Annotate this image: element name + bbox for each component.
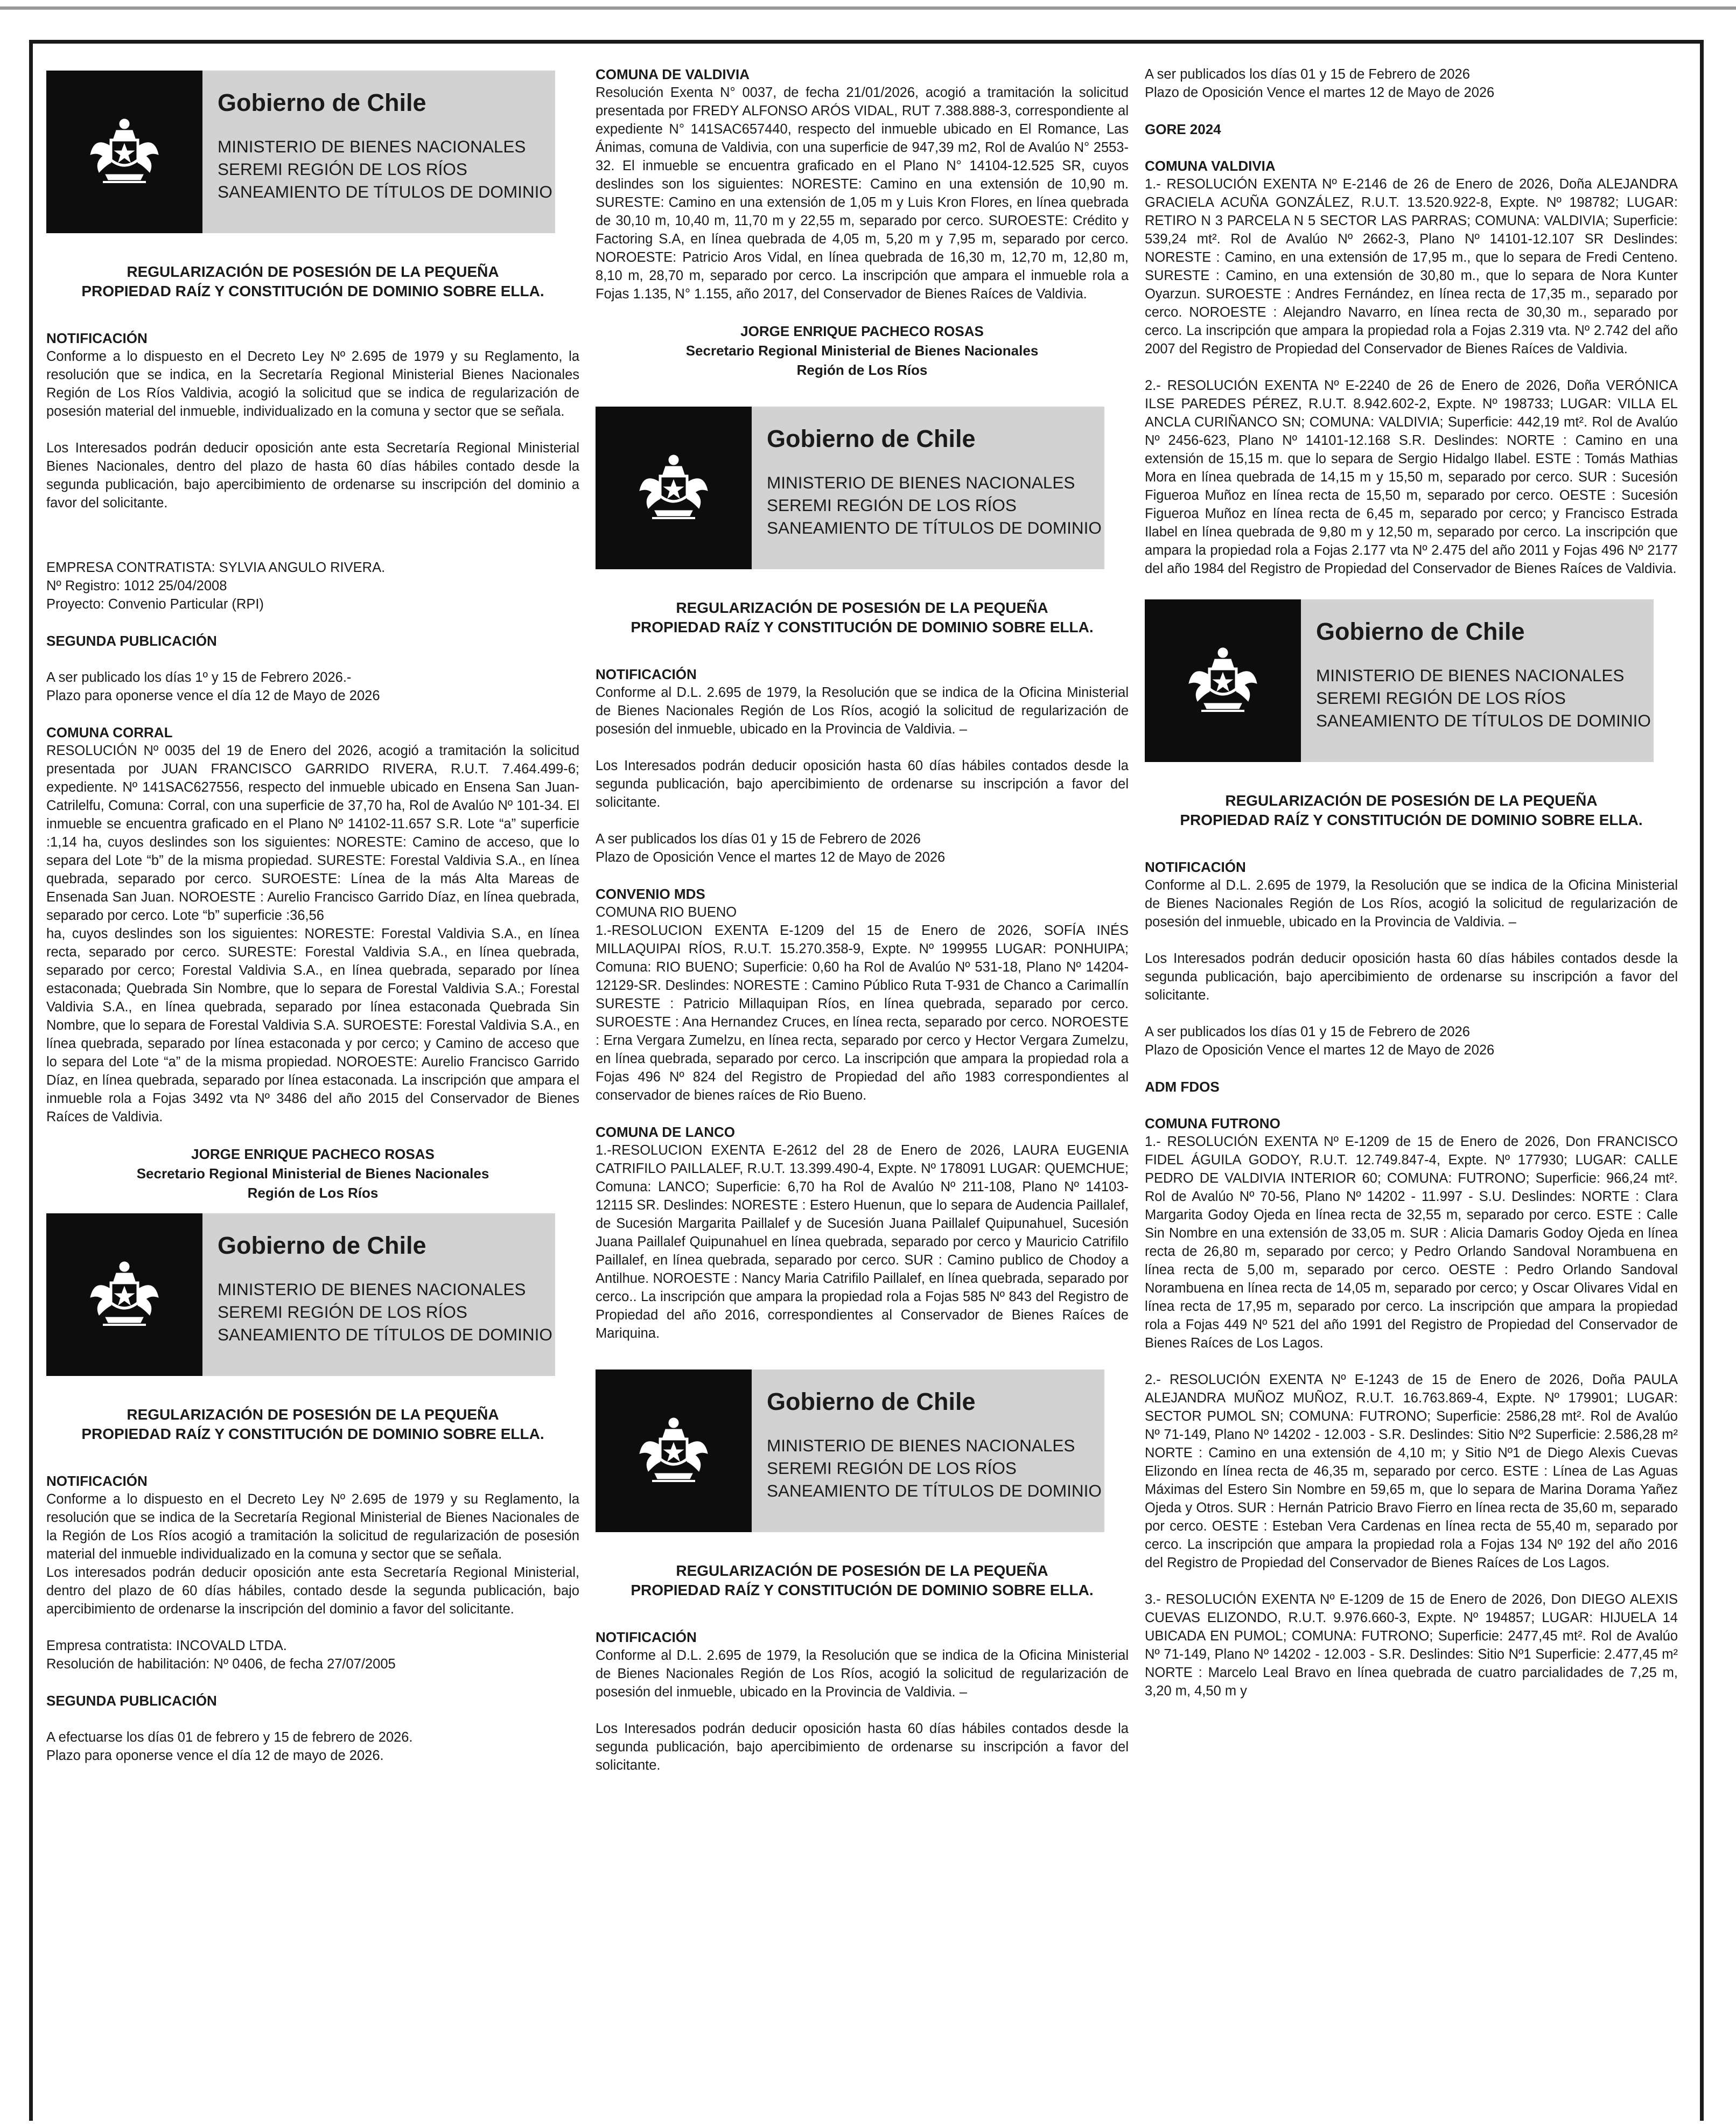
- rio-bueno-resolution: 1.-RESOLUCION EXENTA E-1209 del 15 de Enero de 2026, SOFÍA INÉS MILLAQUIPAI RÍOS, R.U.T. 15.270.358-9, Expte. Nº 199955 LUGAR: PONHUIPA; Comuna: RIO BUENO; Superficie: 0,60 ha Rol de Avalúo Nº 531-18, Plano Nº 14204-12129-SR. Deslindes: NORESTE : Camino Público Ruta T-931 de Chanco a Carimallín SURESTE : Patricio Millaquipan Ríos, en línea quebrada, separado por cerco. SUROESTE : Ana Hernandez Cruces, en línea recta, separado por cerco. NOROESTE : Erna Vergara Zumelzu, en línea recta, separado por cerco y Hector Vergara Zumelzu, en línea quebrada, separado por cerco. La inscripción que ampara la propiedad rola a Fojas 496 Nº 824 del Registro de Propiedad del año 1983 correspondientes al conservador de bienes raíces de Rio Bueno.: [596, 923, 1129, 1103]
- gov-title: Gobierno de Chile: [767, 1388, 976, 1415]
- futrono-resolution-2: 2.- RESOLUCIÓN EXENTA Nº E-1243 de 15 de Enero de 2026, Doña PAULA ALEJANDRA MUÑOZ MUÑOZ, R.U.T. 16.763.869-4, Expte. Nº 179901; LUGAR: SECTOR PUMOL SN; COMUNA: FUTRONO; Superficie: 2586,28 mt². Rol de Avalúo Nº 71-149, Plano Nº 14202 - 12.003 - S.R. Deslindes: Sitio Nº2 Superficie: 2.586,28 m² NORTE : Camino en una extensión de 4,10 m; y Sitio Nº1 de Diego Alexis Cuevas Elizondo en línea recta de 46,35 m, separado por cerco. ESTE : Línea de Las Aguas Máximas del Estero Sin Nombre en 59,65 m, que lo separa de Marina Dorama Yañez Ojeda y Otros. SUR : Hernán Patricio Bravo Fierro en línea recta de 35,60 m, separado por cerco. OESTE : Esteban Vera Cardenas en línea recta de 55,40 m, separado por cerco. La inscripción que ampara la propiedad rola a Fojas 134 Nº 192 del año 2016 del Registro de Propiedad del Conservador de Bienes Raíces de Los Lagos.: [1145, 1372, 1678, 1570]
- lanco-resolution: 1.-RESOLUCION EXENTA E-2612 del 28 de Enero de 2026, LAURA EUGENIA CATRIFILO PAILLALEF, R.U.T. 13.399.490-4, Expte. Nº 178091 LUGAR: QUEMCHUE; Comuna: LANCO; Superficie: 6,70 ha Rol de Avalúo Nº 211-108, Plano Nº 14103-12115 SR. Deslindes: NORESTE : Estero Huenun, que lo separa de Audencia Paillalef, de Sucesión Margarita Paillalef y de Sucesión Juana Paillalef Quipunahuel, Sucesión Juana Paillalef Quipunahuel en línea quebrada, separado por cerco y Mauricio Catrifilo Paillalef, en línea quebrada, separado por cerco. SUR : Camino publico de Chodoy a Antilhue. NOROESTE : Nancy Maria Catrifilo Paillalef, en línea quebrada, separado por cerco.. La inscripción que ampara la propiedad rola a Fojas 585 Nº 843 del Registro de Propiedad del año 2016, correspondientes al Conservador de Bienes Raíces de Mariquina.: [596, 1143, 1129, 1341]
- gov-header-text: [752, 1370, 1104, 1532]
- ministry-line: MINISTERIO DE BIENES NACIONALES: [1316, 666, 1625, 685]
- signature-title: Secretario Regional Ministerial de Bienes Nacionales: [685, 343, 1039, 359]
- futrono-resolution-3: 3.- RESOLUCIÓN EXENTA Nº E-1209 de 15 de Enero de 2026, Don DIEGO ALEXIS CUEVAS ELIZONDO, R.U.T. 9.976.660-3, Expte. Nº 194857; LUGAR: HIJUELA 14 UBICADA EN PUMOL; COMUNA: FUTRONO; Superficie: 2477,45 mt². Rol de Avalúo Nº 71-149, Plano Nº 14202 - 12.003 - S.R. Deslindes: Sitio Nº1 Superficie: 2.477,45 m² NORTE : Marcelo Leal Bravo en línea quebrada de cuatro parcialidades de 7,25 m, 3,20 m, 4,50 m y: [1145, 1592, 1678, 1699]
- regularization-title-line1: REGULARIZACIÓN DE POSESIÓN DE LA PEQUEÑA: [676, 1562, 1048, 1579]
- signature-name: JORGE ENRIQUE PACHECO ROSAS: [740, 323, 984, 339]
- comuna-lanco-heading: COMUNA DE LANCO: [596, 1124, 736, 1140]
- seremi-line: SEREMI REGIÓN DE LOS RÍOS: [767, 1458, 1017, 1478]
- regularization-title-line1: REGULARIZACIÓN DE POSESIÓN DE LA PEQUEÑA: [127, 263, 499, 280]
- signature-region: Región de Los Ríos: [247, 1185, 379, 1201]
- saneamiento-line: SANEAMIENTO DE TÍTULOS DE DOMINIO: [767, 518, 1102, 537]
- regularization-title: [596, 1561, 1129, 1600]
- signature-title: Secretario Regional Ministerial de Bienes Nacionales: [136, 1165, 489, 1182]
- notice-paragraph: Conforme a lo dispuesto en el Decreto Ley Nº 2.695 de 1979 y su Reglamento, la resolución que se indica, en la Secretaría Regional Ministerial Bienes Nacionales Región de Los Ríos Valdivia, acogió la solicitud que se indica de regularización de posesión material del inmueble, individualizado en la comuna y sector que se señala.: [46, 349, 579, 419]
- gov-header: [46, 1213, 555, 1376]
- coat-of-arms-icon: [46, 71, 202, 233]
- column-1: [46, 65, 579, 2112]
- opposition-deadline: Plazo de Oposición Vence el martes 12 de Mayo de 2026: [1145, 85, 1495, 100]
- gov-header-text: [202, 71, 555, 233]
- ministry-line: MINISTERIO DE BIENES NACIONALES: [767, 1436, 1075, 1455]
- regularization-title: [1145, 791, 1678, 830]
- dl-notice: Conforme al D.L. 2.695 de 1979, la Resolución que se indica de la Oficina Ministerial de Bienes Nacionales Región de Los Ríos, acogió la solicitud de regularización de posesión del inmueble, ubicado en la Provincia de Valdivia. –: [1145, 878, 1678, 930]
- regularization-title-line2: PROPIEDAD RAÍZ Y CONSTITUCIÓN DE DOMINIO SOBRE ELLA.: [631, 1582, 1094, 1598]
- seremi-line: SEREMI REGIÓN DE LOS RÍOS: [218, 1302, 467, 1322]
- comuna-rio-bueno-heading: COMUNA RIO BUENO: [596, 905, 737, 920]
- gov-header-text: [1301, 599, 1654, 762]
- registry-line: Nº Registro: 1012 25/04/2008: [46, 578, 227, 593]
- regularization-title-line1: REGULARIZACIÓN DE POSESIÓN DE LA PEQUEÑA: [1225, 792, 1598, 809]
- seremi-line: SEREMI REGIÓN DE LOS RÍOS: [767, 495, 1017, 515]
- valdivia-resolution-1: 1.- RESOLUCIÓN EXENTA Nº E-2146 de 26 de Enero de 2026, Doña ALEJANDRA GRACIELA ACUÑA GONZÁLEZ, R.U.T. 13.520.922-8, Expte. Nº 198782; LUGAR: RETIRO N 3 PARCELA N 5 SECTOR LAS PARRAS; COMUNA: VALDIVIA; Superficie: 539,24 mt². Rol de Avalúo Nº 2662-3, Plano Nº 14101-12.107 SR Deslindes: NORESTE : Camino, en una extensión de 17,95 m., que lo separa de Fredi Centeno. SURESTE : Camino, en una extensión de 30,80 m., que lo separa de Nora Kunter Oyarzun. SUROESTE : Andres Fernández, en línea recta de 17,35 m., separado por cerco. NOROESTE : Alejandro Navarro, en línea recta de 30,30 m., separado por cerco. La inscripción que ampara la propiedad rola a Fojas 2.319 vta. Nº 2.742 del año 2007 del Registro de Propiedad del Conservador de Bienes Raíces de Valdivia.: [1145, 177, 1678, 357]
- gov-title: Gobierno de Chile: [767, 425, 976, 452]
- contractor-line: EMPRESA CONTRATISTA: SYLVIA ANGULO RIVERA.: [46, 560, 386, 575]
- opposition-paragraph: Los Interesados podrán deducir oposición hasta 60 días hábiles contados desde la segunda publicación, bajo apercibimiento de ordenarse su inscripción a favor del solicitante.: [1145, 951, 1678, 1003]
- futrono-resolution-1: 1.- RESOLUCIÓN EXENTA Nº E-1209 de 15 de Enero de 2026, Don FRANCISCO FIDEL ÁGUILA GODOY, R.U.T. 12.749.847-4, Expte. Nº 177930; LUGAR: CALLE PEDRO DE VALDIVIA INTERIOR 60; COMUNA: FUTRONO; Superficie: 966,24 mt². Rol de Avalúo Nº 70-56, Plano Nº 14202 - 11.997 - S.U. Deslindes: NORTE : Clara Margarita Godoy Ojeda en línea recta de 32,55 m, separado por cerco. ESTE : Calle Sin Nombre en una extensión de 33,05 m. SUR : Alicia Damaris Godoy Ojeda en línea recta de 26,80 m, separado por cerco; y Pedro Orlando Sandoval Norambuena en línea recta de 5,00 m, separado por cerco. OESTE : Pedro Orlando Sandoval Norambuena en línea recta de 14,05 m, separado por cerco; y Oscar Olivares Vidal en línea recta de 17,95 m, separado por cerco. La inscripción que ampara la propiedad rola a Fojas 449 Nº 521 del año 1991 del Registro de Propiedad del Conservador de Bienes Raíces de Los Lagos.: [1145, 1134, 1678, 1351]
- dl-notice: Conforme al D.L. 2.695 de 1979, la Resolución que se indica de la Oficina Ministerial de Bienes Nacionales Región de Los Ríos, acogió la solicitud de regularización de posesión del inmueble, ubicado en la Provincia de Valdivia. –: [596, 685, 1129, 737]
- ministry-line: MINISTERIO DE BIENES NACIONALES: [218, 1280, 526, 1299]
- signature-name: JORGE ENRIQUE PACHECO ROSAS: [191, 1146, 435, 1162]
- newspaper-page: [29, 40, 1704, 2121]
- corral-resolution: RESOLUCIÓN Nº 0035 del 19 de Enero del 2026, acogió a tramitación la solicitud presentada por JUAN FRANCISCO GARRIDO RIVERA, R.U.T. 7.464.499-6; expediente. Nº 141SAC627556, respecto del inmueble ubicado en Ensena San Juan- Catrilelfu, Comuna: Corral, con una superficie de 37,70 ha, Rol de Avalúo Nº 101-34. El inmueble se encuentra graficado en el Plano Nº 14102-11.657 S.R. Lote “a” superficie :1,14 ha, cuyos deslindes son los siguientes: NORESTE: Camino de acceso, que lo separa del Lote “b” de la misma propiedad. SURESTE: Forestal Valdivia S.A., en línea quebrada, separado por cerco. SUROESTE: Línea de la más Alta Mareas de Ensenada San Juan. NOROESTE : Aurelio Francisco Garrido Díaz, en línea quebrada, separado por cerco. Lote “b” superficie :36,56: [46, 743, 579, 923]
- top-rule: [0, 6, 1736, 10]
- column-2: [596, 65, 1129, 2112]
- valdivia-resolution-2: 2.- RESOLUCIÓN EXENTA Nº E-2240 de 26 de Enero de 2026, Doña VERÓNICA ILSE PAREDES PÉREZ, R.U.T. 8.942.602-2, Expte. Nº 198733; LUGAR: VILLA EL ANCLA CURIÑANCO SN; COMUNA: VALDIVIA; Superficie: 442,19 mt². Rol de Avalúo Nº 2456-623, Plano Nº 14101-12.168 S.R. Deslindes: NORTE : Camino en una extensión de 15,15 m. que lo separa de Sergio Hidalgo Ilabel. ESTE : Tomás Mathias Mora en línea quebrada de 14,15 m y 15,50 m, separado por cerco. SUR : Sucesión Figueroa Muñoz en línea recta de 15,50 m, separado por cerco. OESTE : Sucesión Figueroa Muñoz en línea recta de 6,45 m, separado por cerco; y Francisco Estrada Ilabel en línea quebrada de 9,80 m y 12,50 m, separado por cerco. La inscripción que ampara la propiedad rola a Fojas 2.177 vta Nº 2.475 del año 2011 y Fojas 496 Nº 2177 del año 1984 del Registro de Propiedad del Conservador de Bienes Raíces de Valdivia.: [1145, 378, 1678, 576]
- regularization-title-line1: REGULARIZACIÓN DE POSESIÓN DE LA PEQUEÑA: [127, 1406, 499, 1423]
- notification-heading: NOTIFICACIÓN: [596, 1629, 697, 1645]
- coat-of-arms-icon: [596, 407, 752, 569]
- regularization-title-line2: PROPIEDAD RAÍZ Y CONSTITUCIÓN DE DOMINIO SOBRE ELLA.: [81, 1426, 544, 1442]
- gore-heading: GORE 2024: [1145, 121, 1221, 137]
- signature-region: Región de Los Ríos: [796, 362, 928, 378]
- opposition-deadline: Plazo para oponerse vence el día 12 de Mayo de 2026: [46, 688, 380, 703]
- opposition-deadline: Plazo de Oposición Vence el martes 12 de Mayo de 2026: [596, 850, 946, 865]
- publication-dates: A ser publicados los días 01 y 15 de Febrero de 2026: [1145, 67, 1470, 82]
- gov-header: [46, 71, 555, 233]
- publication-dates: A efectuarse los días 01 de febrero y 15 de febrero de 2026.: [46, 1730, 413, 1745]
- opposition-deadline: Plazo para oponerse vence el día 12 de mayo de 2026.: [46, 1748, 384, 1763]
- notification-heading: NOTIFICACIÓN: [46, 1473, 148, 1489]
- coat-of-arms-icon: [46, 1213, 202, 1376]
- notification-heading: NOTIFICACIÓN: [46, 330, 148, 346]
- comuna-corral-heading: COMUNA CORRAL: [46, 724, 173, 740]
- regularization-title: [46, 1405, 579, 1444]
- regularization-title-line2: PROPIEDAD RAÍZ Y CONSTITUCIÓN DE DOMINIO SOBRE ELLA.: [81, 283, 544, 299]
- saneamiento-line: SANEAMIENTO DE TÍTULOS DE DOMINIO: [1316, 711, 1651, 730]
- signature-block: [596, 322, 1129, 380]
- seremi-line: SEREMI REGIÓN DE LOS RÍOS: [1316, 688, 1566, 708]
- saneamiento-line: SANEAMIENTO DE TÍTULOS DE DOMINIO: [218, 1325, 552, 1344]
- publication-dates: A ser publicados los días 01 y 15 de Febrero de 2026: [1145, 1024, 1470, 1039]
- gov-header: [596, 1370, 1104, 1532]
- opposition-paragraph: Los interesados podrán deducir oposición ante esta Secretaría Regional Ministerial, dentro del plazo de 60 días hábiles, contado desde la segunda publicación, bajo apercibimiento de ordenarse la inscripción del dominio a favor del solicitante.: [46, 1565, 579, 1617]
- opposition-paragraph: Los Interesados podrán deducir oposición hasta 60 días hábiles contados desde la segunda publicación, bajo apercibimiento de ordenarse su inscripción a favor del solicitante.: [596, 758, 1129, 810]
- dl-notice: Conforme al D.L. 2.695 de 1979, la Resolución que se indica de la Oficina Ministerial de Bienes Nacionales Región de Los Ríos, acogió la solicitud de regularización de posesión del inmueble, ubicado en la Provincia de Valdivia. –: [596, 1648, 1129, 1700]
- gov-title: Gobierno de Chile: [1316, 618, 1525, 645]
- publication-dates: A ser publicados los días 01 y 15 de Febrero de 2026: [596, 832, 921, 847]
- opposition-paragraph: Los Interesados podrán deducir oposición ante esta Secretaría Regional Ministerial Bienes Nacionales, dentro del plazo de hasta 60 días hábiles contado desde la segunda publicación, bajo apercibimiento de ordenarse su inscripción del dominio a favor del solicitante.: [46, 441, 579, 511]
- gov-title: Gobierno de Chile: [218, 1232, 426, 1259]
- opposition-deadline: Plazo de Oposición Vence el martes 12 de Mayo de 2026: [1145, 1043, 1495, 1058]
- opposition-paragraph: Los Interesados podrán deducir oposición hasta 60 días hábiles contados desde la segunda publicación, bajo apercibimiento de ordenarse su inscripción a favor del solicitante.: [596, 1721, 1129, 1773]
- comuna-valdivia-heading: COMUNA VALDIVIA: [1145, 158, 1276, 174]
- saneamiento-line: SANEAMIENTO DE TÍTULOS DE DOMINIO: [218, 182, 552, 201]
- second-publication-heading: SEGUNDA PUBLICACIÓN: [46, 1693, 217, 1709]
- second-publication-heading: SEGUNDA PUBLICACIÓN: [46, 633, 217, 649]
- gov-header: [596, 407, 1104, 569]
- signature-block: [46, 1144, 579, 1203]
- corral-resolution-cont: ha, cuyos deslindes son los siguientes: NORESTE: Forestal Valdivia S.A., en línea recta, separado por cerco. SURESTE: Forestal Valdivia S.A., en línea quebrada, separado por cerco; Forestal Valdivia S.A., en línea quebrada, separado por línea estaconada; Quebrada Sin Nombre, que lo separa de Forestal Valdivia S.A.; Forestal Valdivia S.A., en línea quebrada, separado por línea estaconada Quebrada Sin Nombre, que lo separa de Forestal Valdivia S.A. SUROESTE: Forestal Valdivia S.A., en línea quebrada, separado por línea estaconada y por cerco; y Camino de acceso que lo separa del Lote “a” de la misma propiedad. NOROESTE: Aurelio Francisco Garrido Díaz, en línea quebrada, separado por línea estaconada. La inscripción que ampara el inmueble rola a Fojas 3492 vta Nº 3486 del año 2015 del Conservador de Bienes Raíces de Valdivia.: [46, 926, 579, 1124]
- seremi-line: SEREMI REGIÓN DE LOS RÍOS: [218, 159, 467, 179]
- gov-header-text: [202, 1213, 555, 1376]
- habilitation-line: Resolución de habilitación: Nº 0406, de fecha 27/07/2005: [46, 1657, 396, 1672]
- gov-title: Gobierno de Chile: [218, 89, 426, 116]
- regularization-title-line2: PROPIEDAD RAÍZ Y CONSTITUCIÓN DE DOMINIO SOBRE ELLA.: [1180, 812, 1643, 828]
- notification-heading: NOTIFICACIÓN: [596, 666, 697, 682]
- notification-heading: NOTIFICACIÓN: [1145, 859, 1246, 875]
- coat-of-arms-icon: [596, 1370, 752, 1532]
- column-3: [1145, 65, 1678, 2112]
- comuna-futrono-heading: COMUNA FUTRONO: [1145, 1115, 1280, 1131]
- ministry-line: MINISTERIO DE BIENES NACIONALES: [767, 473, 1075, 492]
- regularization-title-line1: REGULARIZACIÓN DE POSESIÓN DE LA PEQUEÑA: [676, 599, 1048, 616]
- regularization-title: [596, 598, 1129, 637]
- gov-header-text: [752, 407, 1104, 569]
- publication-dates: A ser publicado los días 1º y 15 de Febrero 2026.-: [46, 670, 352, 685]
- notice-paragraph: Conforme a lo dispuesto en el Decreto Ley Nº 2.695 de 1979 y su Reglamento, la resolución que se indica de la Secretaría Regional Ministerial de Bienes Nacionales de la Región de Los Ríos acogió a tramitación la solicitud de regularización de posesión material del inmueble individualizado en la comuna y sector que se señala.: [46, 1492, 579, 1562]
- convenio-heading: CONVENIO MDS: [596, 886, 705, 902]
- saneamiento-line: SANEAMIENTO DE TÍTULOS DE DOMINIO: [767, 1481, 1102, 1500]
- project-line: Proyecto: Convenio Particular (RPI): [46, 597, 264, 612]
- regularization-title: [46, 262, 579, 301]
- ministry-line: MINISTERIO DE BIENES NACIONALES: [218, 137, 526, 156]
- coat-of-arms-icon: [1145, 599, 1301, 762]
- adm-fdos-heading: ADM FDOS: [1145, 1079, 1220, 1095]
- gov-header: [1145, 599, 1654, 762]
- valdivia-resolution: Resolución Exenta N° 0037, de fecha 21/01/2026, acogió a tramitación la solicitud presentada por FREDY ALFONSO ARÓS VIDAL, RUT 7.388.888-3, correspondiente al expediente N° 141SAC657440, respecto del inmueble ubicado en El Romance, Las Ánimas, comuna de Valdivia, con una superficie de 947,39 m2, Rol de Avalúo N° 2553-32. El inmueble se encuentra graficado en el Plano N° 14104-12.525 SR, cuyos deslindes son los siguientes: NORESTE: Camino en una extensión de 10,90 m. SURESTE: Camino en una extensión de 1,05 m y Luis Kron Flores, en línea quebrada de 30,10 m, 10,40 m, 11,70 m y 22,55 m, separado por cerco. SUROESTE: Crédito y Factoring S.A, en línea quebrada de 4,05 m, 5,20 m y 7,95 m, separado por cerco. NOROESTE: Patricio Aros Vidal, en línea quebrada de 16,30 m, 12,70 m, 12,80 m, 8,10 m, 28,70 m, separado por cerco. La inscripción que ampara el inmueble rola a Fojas 1.135, N° 1.155, año 2017, del Conservador de Bienes Raíces de Valdivia.: [596, 85, 1129, 302]
- regularization-title-line2: PROPIEDAD RAÍZ Y CONSTITUCIÓN DE DOMINIO SOBRE ELLA.: [631, 619, 1094, 635]
- contractor-line: Empresa contratista: INCOVALD LTDA.: [46, 1638, 287, 1653]
- comuna-valdivia-heading: COMUNA DE VALDIVIA: [596, 66, 750, 82]
